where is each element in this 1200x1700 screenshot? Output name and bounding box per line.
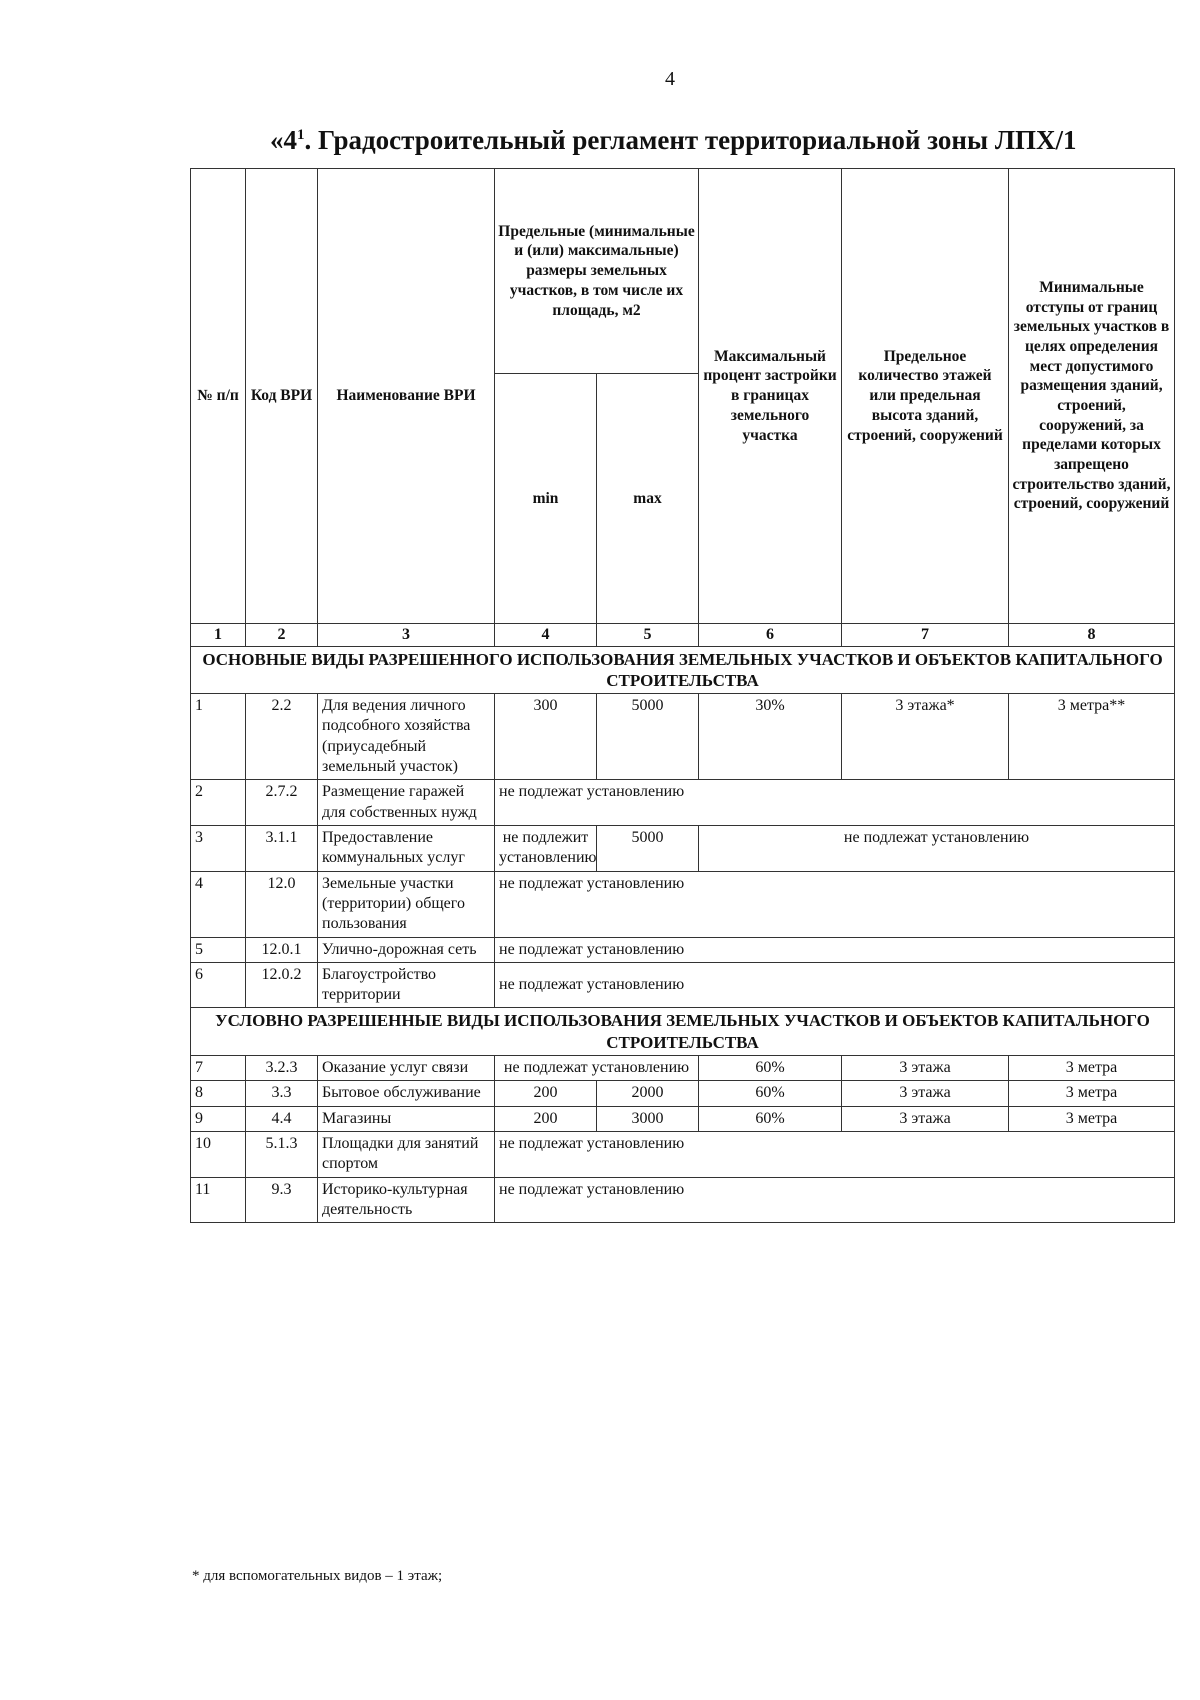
row-number: 8 — [191, 1081, 246, 1106]
row-percent: 60% — [699, 1055, 842, 1080]
col-number: 6 — [699, 624, 842, 647]
row-number: 11 — [191, 1177, 246, 1223]
table-row — [191, 694, 1175, 780]
col-number: 4 — [495, 624, 597, 647]
row-note: не подлежат установлению — [495, 1177, 1175, 1223]
row-name: Благоустройство территории — [318, 962, 495, 1008]
header-sizes: Предельные (минимальные и (или) максимальные) размеры земельных участков, в том числе их площадь, м2 — [495, 169, 699, 374]
row-code: 5.1.3 — [246, 1131, 318, 1177]
row-percent: 30% — [699, 694, 842, 780]
header-name: Наименование ВРИ — [318, 169, 495, 624]
row-name: Предоставление коммунальных услуг — [318, 825, 495, 871]
row-name: Оказание услуг связи — [318, 1055, 495, 1080]
row-min: 200 — [495, 1106, 597, 1131]
col-number: 8 — [1009, 624, 1175, 647]
row-name: Площадки для занятий спортом — [318, 1131, 495, 1177]
row-note: не подлежат установлению — [495, 871, 1175, 937]
header-min: min — [495, 374, 597, 624]
regulation-table — [190, 168, 1175, 1223]
table-row — [191, 871, 1175, 937]
row-code: 12.0 — [246, 871, 318, 937]
header-percent: Максимальный процент застройки в границах земельного участка — [699, 169, 842, 624]
header-setbacks: Минимальные отступы от границ земельных участков в целях определения мест допустимого размещения зданий, строений, сооружений, за пределами которых запрещено строительство зданий, строений, сооружений — [1009, 169, 1175, 624]
row-name: Бытовое обслуживание — [318, 1081, 495, 1106]
row-name: Для ведения личного подсобного хозяйства (приусадебный земельный участок) — [318, 694, 495, 780]
section-conditional-row — [191, 1008, 1175, 1056]
row-size-note: не подлежат установлению — [495, 1055, 699, 1080]
row-note: не подлежат установлению — [495, 1131, 1175, 1177]
table-row — [191, 962, 1175, 1008]
col-number: 1 — [191, 624, 246, 647]
row-code: 12.0.1 — [246, 937, 318, 962]
col-number: 5 — [597, 624, 699, 647]
row-max: 2000 — [597, 1081, 699, 1106]
row-name: Улично-дорожная сеть — [318, 937, 495, 962]
row-number: 7 — [191, 1055, 246, 1080]
row-number: 4 — [191, 871, 246, 937]
row-number: 2 — [191, 780, 246, 826]
table-row — [191, 937, 1175, 962]
header-num: № п/п — [191, 169, 246, 624]
row-number: 1 — [191, 694, 246, 780]
section-conditional-heading: УСЛОВНО РАЗРЕШЕННЫЕ ВИДЫ ИСПОЛЬЗОВАНИЯ ЗЕМЕЛЬНЫХ УЧАСТКОВ И ОБЪЕКТОВ КАПИТАЛЬНОГО СТРОИТЕЛЬСТВА — [191, 1008, 1175, 1056]
row-code: 2.7.2 — [246, 780, 318, 826]
table-row — [191, 825, 1175, 871]
col-number: 3 — [318, 624, 495, 647]
row-note: не подлежат установлению — [495, 780, 1175, 826]
row-name: Земельные участки (территории) общего пользования — [318, 871, 495, 937]
section-main-heading: ОСНОВНЫЕ ВИДЫ РАЗРЕШЕННОГО ИСПОЛЬЗОВАНИЯ ЗЕМЕЛЬНЫХ УЧАСТКОВ И ОБЪЕКТОВ КАПИТАЛЬНОГО СТРОИТЕЛЬСТВА — [191, 646, 1175, 694]
row-setback: 3 метра — [1009, 1106, 1175, 1131]
row-percent: 60% — [699, 1081, 842, 1106]
table-row — [191, 1055, 1175, 1080]
row-floors: 3 этажа — [842, 1081, 1009, 1106]
row-code: 3.1.1 — [246, 825, 318, 871]
row-floors: 3 этажа* — [842, 694, 1009, 780]
row-setback: 3 метра — [1009, 1055, 1175, 1080]
row-code: 12.0.2 — [246, 962, 318, 1008]
page-number: 4 — [665, 68, 675, 90]
row-note: не подлежат установлению — [699, 825, 1175, 871]
row-name: Историко-культурная деятельность — [318, 1177, 495, 1223]
row-number: 6 — [191, 962, 246, 1008]
row-name: Размещение гаражей для собственных нужд — [318, 780, 495, 826]
row-min: не подлежит установлению — [495, 825, 597, 871]
col-number: 7 — [842, 624, 1009, 647]
table-row — [191, 1106, 1175, 1131]
row-setback: 3 метра — [1009, 1081, 1175, 1106]
row-number: 5 — [191, 937, 246, 962]
row-code: 2.2 — [246, 694, 318, 780]
table-row — [191, 1131, 1175, 1177]
table-row — [191, 1177, 1175, 1223]
row-min: 300 — [495, 694, 597, 780]
row-floors: 3 этажа — [842, 1055, 1009, 1080]
row-note: не подлежат установлению — [495, 962, 1175, 1008]
row-name: Магазины — [318, 1106, 495, 1131]
row-code: 3.3 — [246, 1081, 318, 1106]
row-note: не подлежат установлению — [495, 937, 1175, 962]
table-row — [191, 780, 1175, 826]
row-code: 9.3 — [246, 1177, 318, 1223]
row-min: 200 — [495, 1081, 597, 1106]
row-max: 3000 — [597, 1106, 699, 1131]
table-row — [191, 1081, 1175, 1106]
row-max: 5000 — [597, 825, 699, 871]
page-title: «$4^1$. Градостроительный регламент территориальной зоны ЛПХ/1 — [270, 125, 1077, 155]
row-floors: 3 этажа — [842, 1106, 1009, 1131]
row-max: 5000 — [597, 694, 699, 780]
row-number: 10 — [191, 1131, 246, 1177]
row-percent: 60% — [699, 1106, 842, 1131]
row-code: 4.4 — [246, 1106, 318, 1131]
col-number: 2 — [246, 624, 318, 647]
row-code: 3.2.3 — [246, 1055, 318, 1080]
header-floors: Предельное количество этажей или предельная высота зданий, строений, сооружений — [842, 169, 1009, 624]
header-max: max — [597, 374, 699, 624]
row-number: 3 — [191, 825, 246, 871]
section-main-row — [191, 646, 1175, 694]
header-code: Код ВРИ — [246, 169, 318, 624]
column-number-row — [191, 624, 1175, 647]
row-setback: 3 метра** — [1009, 694, 1175, 780]
row-number: 9 — [191, 1106, 246, 1131]
footnote: * для вспомогательных видов – 1 этаж; — [192, 1568, 443, 1584]
